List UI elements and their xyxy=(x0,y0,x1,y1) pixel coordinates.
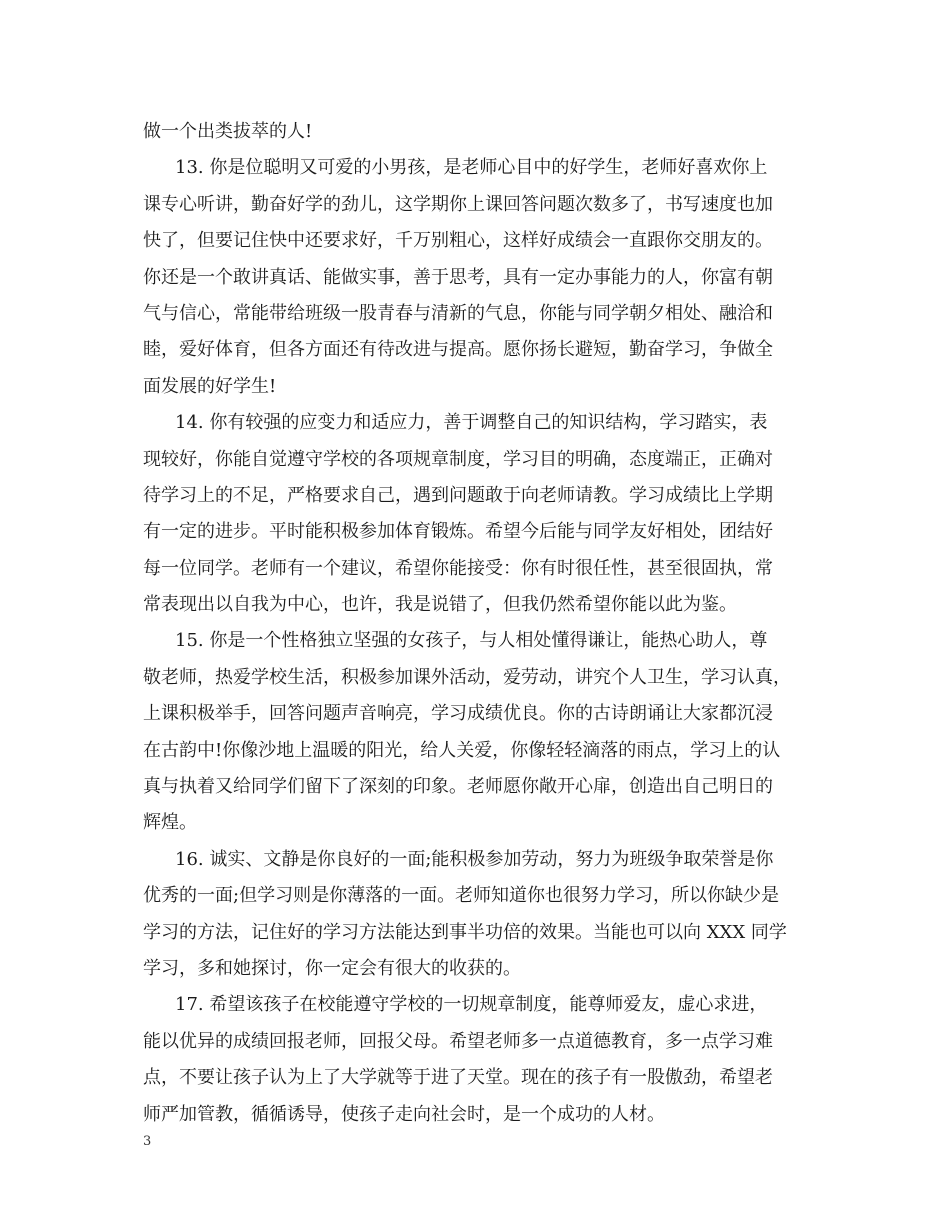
text-line: 做一个出类拔萃的人! xyxy=(143,121,313,142)
text-line: 16. 诚实、文静是你良好的一面;能积极参加劳动，努力为班级争取荣誉是你 xyxy=(175,848,774,870)
text-line: 学习，多和她探讨，你一定会有很大的收获的。 xyxy=(143,957,521,979)
text-line: 面发展的好学生! xyxy=(143,375,277,397)
text-line: 师严加管教，循循诱导，使孩子走向社会时，是一个成功的人材。 xyxy=(143,1103,665,1125)
text-line: 17. 希望该孩子在校能遵守学校的一切规章制度，能尊师爱友，虚心求进， xyxy=(175,994,768,1016)
text-line: 辉煌。 xyxy=(143,812,197,834)
text-line: 点，不要让孩子认为上了大学就等于进了天堂。现在的孩子有一股傲劲，希望老 xyxy=(143,1067,773,1089)
text-line: 每一位同学。老师有一个建议，希望你能接受：你有时很任性，甚至很固执，常 xyxy=(143,557,773,579)
text-line: 优秀的一面;但学习则是你薄落的一面。老师知道你也很努力学习，所以你缺少是 xyxy=(143,885,780,907)
text-line: 真与执着又给同学们留下了深刻的印象。老师愿你敞开心扉，创造出自己明日的 xyxy=(143,776,773,798)
text-line: 学习的方法，记住好的学习方法能达到事半功倍的效果。当能也可以向 XXX 同学 xyxy=(143,921,787,943)
text-line: 常表现出以自我为中心，也许，我是说错了，但我仍然希望你能以此为鉴。 xyxy=(143,594,737,616)
text-line: 有一定的进步。平时能积极参加体育锻炼。希望今后能与同学友好相处，团结好 xyxy=(143,521,773,543)
text-line: 15. 你是一个性格独立坚强的女孩子，与人相处懂得谦让，能热心助人，尊 xyxy=(175,630,768,652)
text-line: 睦，爱好体育，但各方面还有待改进与提高。愿你扬长避短，勤奋学习，争做全 xyxy=(143,339,773,361)
text-line: 上课积极举手，回答问题声音响亮，学习成绩优良。你的古诗朗诵让大家都沉浸 xyxy=(143,703,773,725)
text-line: 课专心听讲，勤奋好学的劲儿，这学期你上课回答问题次数多了，书写速度也加 xyxy=(143,193,773,215)
text-line: 能以优异的成绩回报老师，回报父母。希望老师多一点道德教育，多一点学习难 xyxy=(143,1030,773,1052)
text-line: 现较好，你能自觉遵守学校的各项规章制度，学习目的明确，态度端正，正确对 xyxy=(143,448,773,470)
document-body xyxy=(143,114,811,1133)
text-line: 14. 你有较强的应变力和适应力，善于调整自己的知识结构，学习踏实，表 xyxy=(175,412,768,434)
page-number: 3 xyxy=(143,1134,152,1149)
text-line: 气与信心，常能带给班级一股青春与清新的气息，你能与同学朝夕相处、融洽和 xyxy=(143,302,773,324)
text-line: 敬老师，热爱学校生活，积极参加课外活动，爱劳动，讲究个人卫生，学习认真， xyxy=(143,666,791,688)
text-line: 待学习上的不足，严格要求自己，遇到问题敢于向老师请教。学习成绩比上学期 xyxy=(143,484,773,506)
text-line: 你还是一个敢讲真话、能做实事，善于思考，具有一定办事能力的人，你富有朝 xyxy=(143,266,773,288)
text-line: 13. 你是位聪明又可爱的小男孩，是老师心目中的好学生，老师好喜欢你上 xyxy=(175,157,768,179)
text-line: 快了，但要记住快中还要求好，千万别粗心，这样好成绩会一直跟你交朋友的。 xyxy=(143,230,773,252)
text-line: 在古韵中!你像沙地上温暖的阳光，给人关爱，你像轻轻滴落的雨点，学习上的认 xyxy=(143,739,781,761)
